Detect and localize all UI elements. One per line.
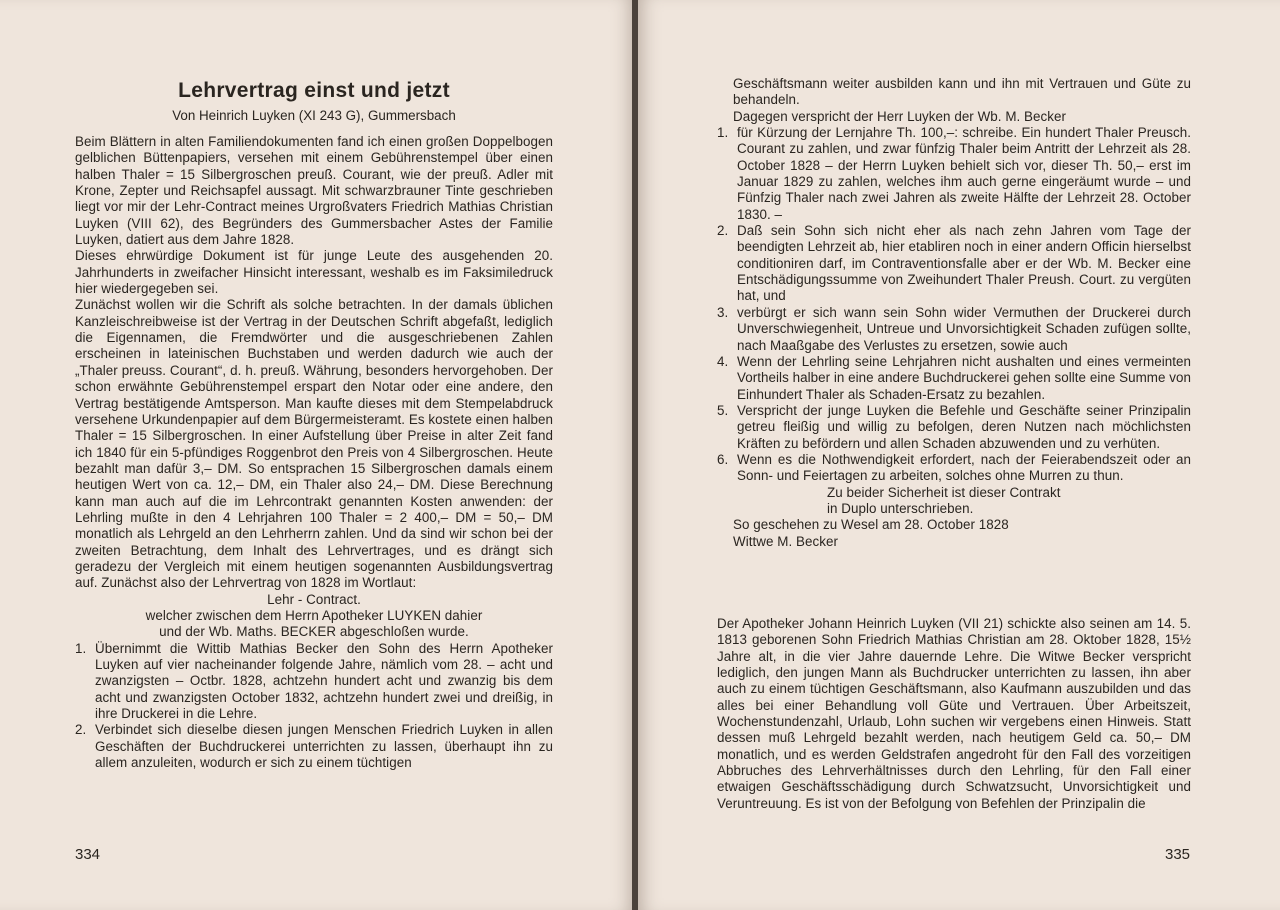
- item-number: 3.: [717, 304, 729, 320]
- final-paragraph-block: [717, 616, 1191, 812]
- item-number: 1.: [75, 640, 87, 656]
- right-page: [638, 0, 1280, 910]
- item-text: Wenn es die Nothwendigkeit erfordert, nach der Feierabendszeit oder an Sonn- und Feiertagen zu arbeiten, solches ohne Murren zu thun.: [737, 451, 1191, 484]
- item-text: für Kürzung der Lernjahre Th. 100,–: schreibe. Ein hundert Thaler Preusch. Courant zu zahlen, und zwar fünfzig Thaler beim Antritt der Lehrzeit als 28. October 1828 – der Herrn Luyken behielt sich vor, dieser Th. 50,– erst im Januar 1829 zu zahlen, welches ihm auch gerne eingeräumt wurde – und Fünfzig Thaler nach zwei Jahren als zweite Hälfte der Lehrzeit 28. October 1830. –: [737, 125, 1191, 222]
- counter-clause: Dagegen verspricht der Herr Luyken der Wb. M. Becker: [733, 108, 1067, 124]
- article-title: Lehrvertrag einst und jetzt: [178, 79, 450, 102]
- closing-line-2: in Duplo unterschrieben.: [827, 500, 974, 516]
- item-number: 5.: [717, 402, 729, 418]
- contract-items-right: [717, 125, 1191, 485]
- signature-line-2: Wittwe M. Becker: [733, 533, 838, 549]
- contract-items-left: [75, 641, 553, 772]
- list-item: [717, 354, 1191, 403]
- item-number: 2.: [717, 223, 729, 239]
- left-page: [0, 0, 634, 910]
- list-item: [717, 305, 1191, 354]
- item-number: 4.: [717, 353, 729, 369]
- list-item: [717, 223, 1191, 305]
- paragraph-2: Dieses ehrwürdige Dokument ist für junge Leute des ausgehenden 20. Jahrhunderts in zweifacher Hinsicht interessant, weshalb es im Faksimiledruck hier wiedergegeben sei.: [75, 248, 553, 297]
- item-text: Daß sein Sohn sich nicht eher als nach zehn Jahren vom Tage der beendigten Lehrzeit ab, hier etabliren noch in einer andern Officin hierselbst conditioniren darf, im Contraventionsfalle aber er der Wb. M. Becker eine Entschädigungssumme von Zweihundert Thaler Preush. Court. zu vergüten hat, und: [737, 223, 1191, 304]
- item-text: Übernimmt die Wittib Mathias Becker den Sohn des Herrn Apotheker Luyken auf vier nacheinander folgende Jahre, nämlich vom 28. – acht und zwanzigsten – Octbr. 1828, achtzehn hundert acht und zwanzig bis dem acht und zwanzigsten October 1832, achtzehn hundert zwei und dreißig, in ihre Druckerei in die Lehre.: [95, 640, 553, 722]
- final-paragraph: Der Apotheker Johann Heinrich Luyken (VII 21) schickte also seinen am 14. 5. 1813 geborenen Sohn Friedrich Mathias Christian am 28. Oktober 1828, 15½ Jahre alt, in die vier Jahre dauernde Lehre. Die Witwe Becker verspricht lediglich, den jungen Mann als Buchdrucker unterrichten zu lassen, ihn aber auch zu einem tüchtigen Geschäftsmann, also Kaufmann auszubilden und das alles bei einer Behandlung voll Güte und Vertrauen. Über Arbeitszeit, Wochenstundenzahl, Urlaub, Lohn suchen wir vergebens einen Hinweis. Statt dessen muß Lehrgeld bezahlt werden, nach heutigem Geld ca. 50,– DM monatlich, und es werden Geldstrafen angedroht für den Fall des vorzeitigen Abbruches des Lehrverhältnisses durch den Lehrling, für den Fall einer etwaigen Geschäftsschädigung durch Schwatzsucht, Unvorsichtigkeit und Veruntreuung. Es ist von der Befolgung von Befehlen der Prinzipalin die: [717, 616, 1191, 811]
- contract-heading-line-3: und der Wb. Maths. BECKER abgeschloßen wurde.: [159, 624, 469, 640]
- item-text: Verbindet sich dieselbe diesen jungen Menschen Friedrich Luyken in allen Geschäften der Buchdruckerei unterrichten zu lassen, überhaupt ihn zu allem anzuleiten, wodurch er sich zu einem tüchtigen: [95, 722, 553, 771]
- page-number-left: 334: [75, 846, 101, 863]
- item-text: Wenn der Lehrling seine Lehrjahren nicht aushalten und eines vermeinten Vortheils halber in eine andere Buchdruckerei gehen sollte eine Summe von Einhundert Thaler als Schaden-Ersatz zu bezahlen.: [737, 353, 1192, 402]
- left-column: [75, 134, 553, 771]
- list-item: [717, 452, 1191, 485]
- contract-heading-line-1: Lehr - Contract.: [267, 591, 361, 607]
- list-item: [75, 641, 553, 723]
- continuation-text: Geschäftsmann weiter ausbilden kann und ihn mit Vertrauen und Güte zu behandeln.: [733, 76, 1191, 108]
- item-text: Verspricht der junge Luyken die Befehle und Geschäfte seiner Prinzipalin getreu fleißig und willig zu befolgen, deren Nutzen nach möchlichsten Kräften zu befördern und allen Schaden abzuwenden und zu verhüten.: [737, 402, 1191, 451]
- list-item: [717, 403, 1191, 452]
- list-item: [75, 722, 553, 771]
- item-number: 2.: [75, 722, 87, 738]
- paragraph-3: Zunächst wollen wir die Schrift als solche betrachten. In der damals üblichen Kanzleischreibweise ist der Vertrag in der Deutschen Schrift abgefaßt, lediglich die Eigennamen, die Fremdwörter und die ausgeschriebenen Zahlen erscheinen in lateinischen Buchstaben und werden dadurch wie auch der „Thaler preuss. Courant“, d. h. preuß. Währung, besonders hervorgehoben. Der schon erwähnte Gebührenstempel erspart den Notar oder eine andere, den Vertrag bestätigende Amtsperson. Man kaufte dieses mit dem Stempelabdruck versehene Urkundenpapier auf dem Bürgermeisteramt. Es kostete einen halben Thaler = 15 Silbergroschen. In einer Aufstellung über Preise in alter Zeit fand ich 1840 für ein 5-pfündiges Roggenbrot den Preis von 4 Silbergroschen. Heute bezahlt man dafür 3,– DM. So entsprachen 15 Silbergroschen damals einem heutigen Wert von ca. 12,– DM, ein Thaler also 24,– DM. Diese Berechnung kann man auch auf die im Lehrcontrakt genannten Kosten anwenden: der Lehrling mußte in den 4 Lehrjahren 100 Thaler = 2 400,– DM = 50,– DM monatlich als Lehrgeld an den Lehrherrn zahlen. Und da sind wir schon bei der zweiten Betrachtung, dem Inhalt des Lehrvertrages, und es drängt sich geradezu der Vergleich mit einem heutigen sogenannten Ausbildungsvertrag auf. Zunächst also der Lehrvertrag von 1828 im Wortlaut:: [75, 297, 553, 591]
- item-number: 6.: [717, 451, 729, 467]
- page-number-right: 335: [1165, 846, 1191, 863]
- item-text: verbürgt er sich wann sein Sohn wider Vermuthen der Druckerei durch Unverschwiegenheit, Untreue und Unvorsichtigkeit Schaden zufügen sollte, nach Maaßgabe des Verlustes zu ersetzen, sowie auch: [737, 304, 1191, 353]
- signature-line-1: So geschehen zu Wesel am 28. October 1828: [733, 517, 1009, 533]
- article-byline: Von Heinrich Luyken (XI 243 G), Gummersbach: [172, 108, 456, 123]
- list-item: [717, 125, 1191, 223]
- contract-heading-line-2: welcher zwischen dem Herrn Apotheker LUYKEN dahier: [145, 607, 483, 623]
- paragraph-1: Beim Blättern in alten Familiendokumenten fand ich einen großen Doppelbogen gelblichen Büttenpapiers, versehen mit einem Gebührenstempel über einen halben Thaler = 15 Silbergroschen preuß. Courant, wie der preuß. Adler mit Krone, Zepter und Reichsapfel aussagt. Mit schwarzbrauner Tinte geschrieben liegt vor mir der Lehr-Contract meines Urgroßvaters Friedrich Mathias Christian Luyken (VIII 62), des Begründers des Gummersbacher Astes der Familie Luyken, datiert aus dem Jahre 1828.: [75, 134, 553, 248]
- right-column: [717, 76, 1191, 550]
- closing-line-1: Zu beider Sicherheit ist dieser Contrakt: [827, 484, 1061, 500]
- item-number: 1.: [717, 125, 729, 141]
